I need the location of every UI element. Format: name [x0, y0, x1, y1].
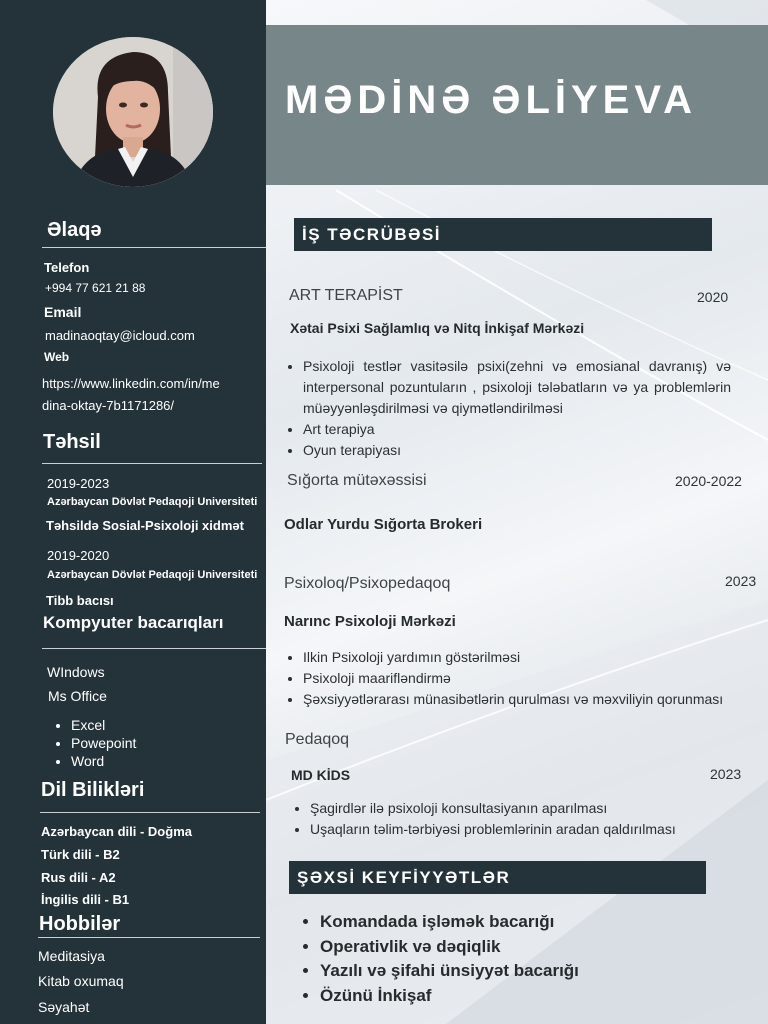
divider — [42, 648, 266, 649]
quality-item: • Yazılı və şifahi ünsiyyət bacarığı — [320, 959, 760, 984]
job-duties-list — [285, 647, 768, 710]
office-skill-item: • Powepoint — [71, 734, 136, 752]
web-link-line1[interactable]: https://www.linkedin.com/in/me — [42, 376, 220, 391]
education-school: Azərbaycan Dövlət Pedaqoji Universiteti — [47, 569, 258, 581]
job-title: ART TERAPİST — [289, 287, 403, 304]
contact-heading: Əlaqə — [47, 219, 102, 241]
job-year: 2020-2022 — [675, 473, 742, 489]
education-heading: Təhsil — [43, 431, 101, 453]
skill-item: Ms Office — [48, 688, 107, 704]
hobby-item: Meditasiya — [38, 948, 105, 964]
divider — [42, 463, 262, 464]
divider — [38, 937, 260, 938]
job-year: 2020 — [697, 289, 729, 305]
hobby-item: Səyahət — [38, 999, 90, 1015]
education-school: Azərbaycan Dövlət Pedaqoji Universiteti — [47, 496, 258, 508]
job-duty-item: • Psixoloji testlər vasitəsilə psixi(zehni və emosianal davranış) və interpersonal pozuntuların , psixoloji tələbatların və ya problemlərin müəyyənləşdirilməsi və qiymətləndirilməsi — [303, 356, 731, 419]
qualities-list — [300, 910, 760, 1008]
email-label: Email — [44, 304, 82, 320]
language-item: Azərbaycan dili - Doğma — [41, 824, 192, 839]
job-duty-item: • Ilkin Psixoloji yardımın göstərilməsi — [303, 647, 768, 668]
quality-item: • Komandada işləmək bacarığı — [320, 910, 760, 935]
job-year: 2023 — [710, 766, 742, 782]
job-duty-item: • Şəxsiyyətlərarası münasibətlərin qurulması və məxviliyin qorunması — [303, 689, 768, 710]
email-link[interactable]: madinaoqtay@icloud.com — [45, 328, 195, 343]
job-title: Sığorta mütəxəssisi — [287, 472, 427, 489]
quality-item: • Operativlik və dəqiqlik — [320, 935, 760, 960]
job-organization: Odlar Yurdu Sığorta Brokeri — [284, 516, 483, 533]
job-title: Psixoloq/Psixopedaqoq — [284, 575, 451, 592]
web-link-line2[interactable]: dina-oktay-7b1171286/ — [42, 398, 175, 413]
phone-value: +994 77 621 21 88 — [45, 281, 146, 295]
education-years: 2019-2023 — [47, 476, 110, 491]
language-item: Türk dili - B2 — [41, 847, 120, 862]
skill-item: WIndows — [47, 664, 105, 680]
computer-skills-heading: Kompyuter bacarıqları — [43, 613, 224, 632]
job-duty-item: • Oyun terapiyası — [303, 440, 731, 461]
portrait-photo — [53, 37, 213, 187]
office-skill-item: • Excel — [71, 716, 136, 734]
job-duty-item: • Şagirdlər ilə psixoloji konsultasiyanın aparılması — [310, 798, 768, 819]
page-title: MƏDİNƏ ƏLİYEVA — [285, 78, 697, 122]
job-duties-list — [285, 356, 731, 461]
job-year: 2023 — [725, 573, 757, 589]
experience-heading: İŞ TƏCRÜBƏSİ — [294, 218, 712, 251]
web-label: Web — [44, 350, 70, 364]
hobby-item: Kitab oxumaq — [38, 973, 124, 989]
job-organization: MD KİDS — [291, 767, 351, 783]
job-duty-item: • Psixoloji maarifləndirmə — [303, 668, 768, 689]
language-item: Rus dili - A2 — [41, 870, 116, 885]
job-duty-item: • Uşaqların təlim-tərbiyəsi problemlərinin aradan qaldırılması — [310, 819, 768, 840]
qualities-heading: ŞƏXSİ KEYFİYYƏTLƏR — [289, 861, 706, 894]
job-duties-list — [292, 798, 768, 840]
education-degree: Təhsildə Sosial-Psixoloji xidmət — [46, 518, 244, 533]
job-duty-item: • Art terapiya — [303, 419, 731, 440]
education-years: 2019-2020 — [47, 548, 110, 563]
job-organization: Narınc Psixoloji Mərkəzi — [284, 613, 456, 630]
language-item: İngilis dili - B1 — [41, 892, 130, 907]
phone-label: Telefon — [44, 260, 90, 275]
languages-heading: Dil Bilikləri — [41, 779, 145, 801]
job-organization: Xətai Psixi Sağlamlıq və Nitq İnkişaf Mərkəzi — [290, 320, 585, 336]
quality-item: • Özünü İnkişaf — [320, 984, 760, 1009]
education-degree: Tibb bacısı — [46, 593, 114, 608]
hobbies-heading: Hobbilər — [39, 913, 121, 935]
office-skill-item: • Word — [71, 752, 136, 770]
job-title: Pedaqoq — [285, 731, 350, 748]
divider — [40, 812, 260, 813]
office-skills-list — [47, 716, 136, 770]
avatar — [53, 37, 213, 187]
divider — [42, 247, 266, 248]
